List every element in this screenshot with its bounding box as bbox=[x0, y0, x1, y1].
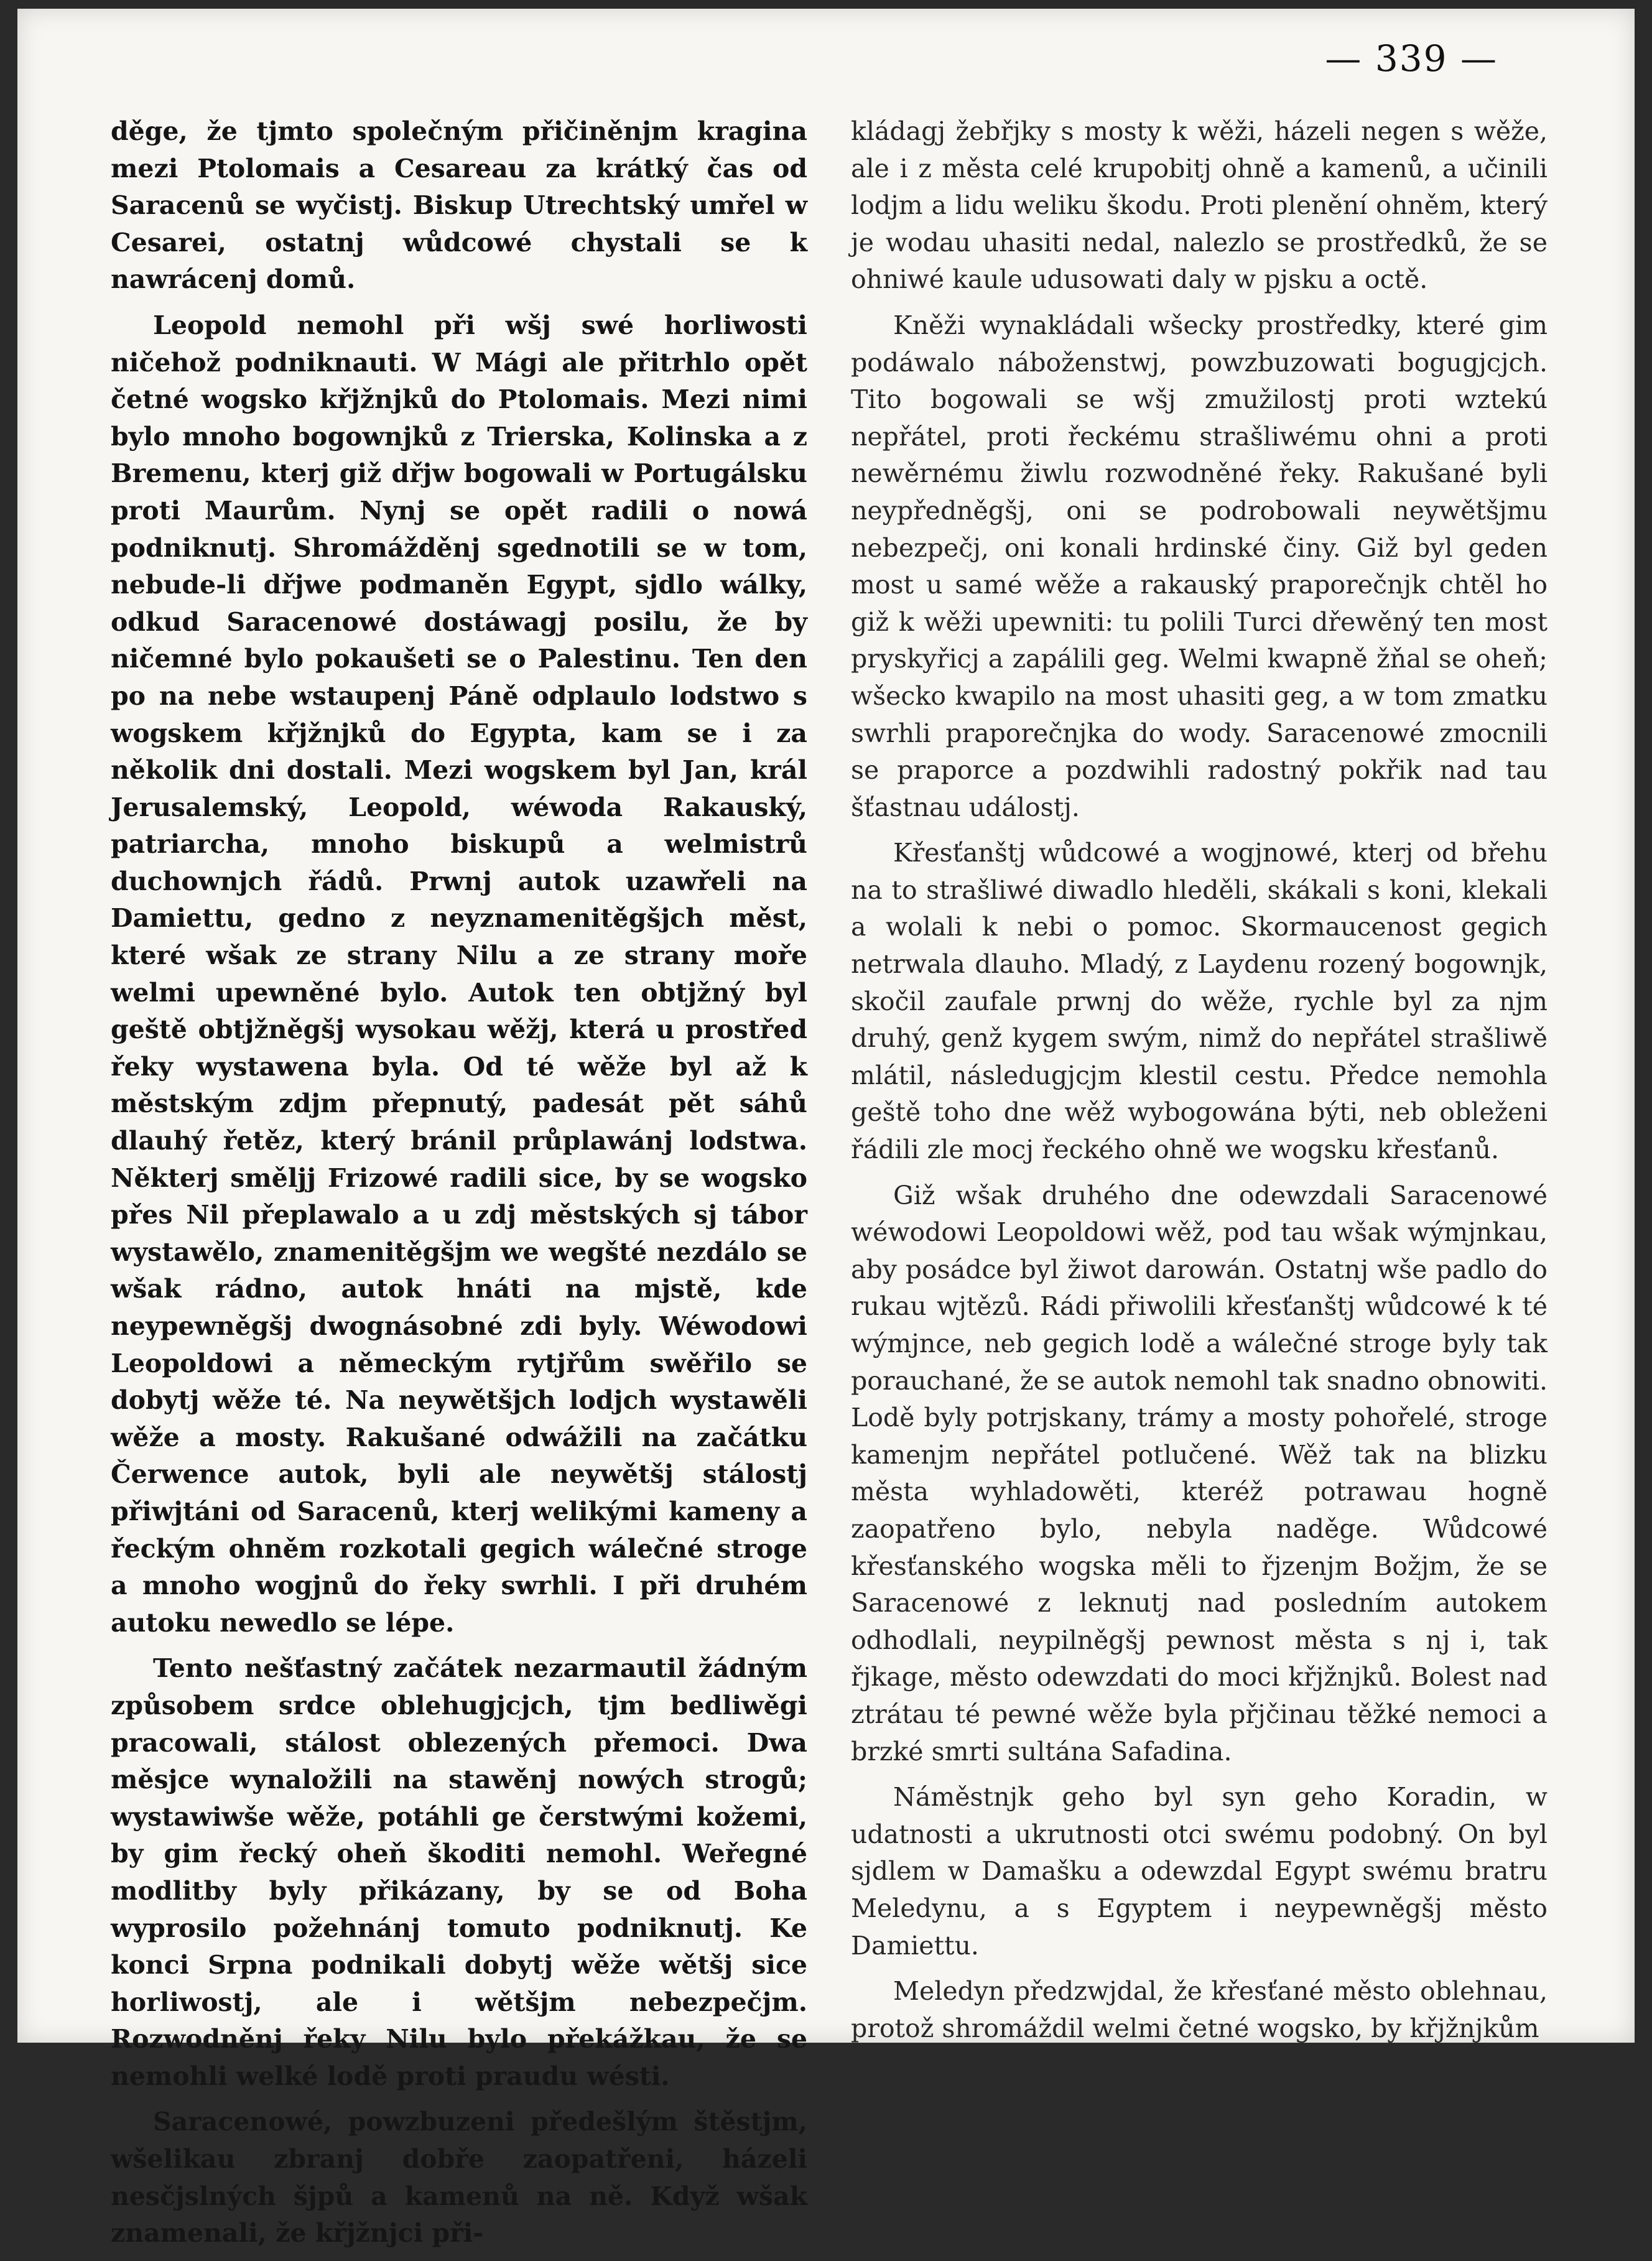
paragraph: kládagj žebřjky s mosty k wěži, házeli negen s wěže, ale i z města celé krupobitj ohně a kamenů, a učinili lodjm a lidu weliku škodu. Proti plenění ohněm, který je wodau uhasiti nedal, nalezlo se prostředků, že se ohniwé kaule udusowati daly w pjsku a octě. bbox=[851, 116, 1548, 295]
paragraph: Meledyn předzwjdal, že křesťané město oblehnau, protož shromáždil welmi četné wogsko, by křjžnjkům bbox=[851, 1976, 1548, 2043]
paragraph: Saracenowé, powzbuzeni předešlým štěstjm, wšelikau zbranj dobře zaopatřeni, házeli nesčjslných šjpů a kamenů na ně. Když wšak znamenali, že křjžnjci při- bbox=[111, 2107, 807, 2249]
left-column bbox=[111, 113, 807, 2261]
paragraph: Leopold nemohl při wšj swé horliwosti ničehož podniknauti. W Mági ale přitrhlo opět četné wogsko křjžnjků do Ptolomais. Mezi nimi bylo mnoho bogownjků z Trierska, Kolinska a z Bremenu, kterj giž dřjw bogowali w Portugálsku proti Maurům. Nynj se opět radili o nowá podniknutj. Shromážděnj sgednotili se w tom, nebude-li dřjwe podmaněn Egypt, sjdlo wálky, odkud Saracenowé dostáwagj posilu, že by ničemné bylo pokaušeti se o Palestinu. Ten den po na nebe wstaupenj Páně odplaulo lodstwo s wogskem křjžnjků do Egypta, kam se i za několik dni dostali. Mezi wogskem byl Jan, král Jerusalemský, Leopold, wéwoda Rakauský, patriarcha, mnoho biskupů a welmistrů duchownjch řádů. Prwnj autok uzawřeli na Damiettu, gedno z neyznamenitěgšjch měst, které wšak ze strany Nilu a ze strany moře welmi upewněné bylo. Autok ten obtjžný byl geště obtjžněgšj wysokau wěžj, která u prostřed řeky wystawena byla. Od té wěže byl až k městským zdjm přepnutý, padesát pět sáhů dlauhý řetěz, který bránil průplawánj lodstwa. Některj směljj Frizowé radili sice, by se wogsko přes Nil přeplawalo a u zdj městských sj tábor wystawělo, znamenitěgšjm we wegšté nezdálo se wšak rádno, autok hnáti na mjstě, kde neypewněgšj dwognásobné zdi byly. Wéwodowi Leopoldowi a německým rytjřům swěřilo se dobytj wěže té. Na neywětšjch lodjch wystawěli wěže a mosty. Rakušané odwážili na začátku Čerwence autok, byli ale neywětšj stálostj přiwjtáni od Saracenů, kterj welikými kameny a řeckým ohněm rozkotali gegich wálečné stroge a mnoho wogjnů do řeky swrhli. I při druhém autoku newedlo se lépe. bbox=[111, 310, 807, 1638]
paragraph: Křesťanštj wůdcowé a wogjnowé, kterj od břehu na to strašliwé diwadlo hleděli, skákali s koni, klekali a wolali k nebi o pomoc. Skormaucenost gegich netrwala dlauho. Mladý, z Laydenu rozený bogownjk, skočil zaufale prwnj do wěže, rychle byl za njm druhý, genž kygem swým, nimž do nepřátel strašliwě mlátil, následugjcjm klestil cestu. Předce nemohla geště toho dne wěž wybogowána býti, neb obleženi řádili zle mocj řeckého ohně we wogsku křesťanů. bbox=[851, 838, 1548, 1165]
page-number: — 339 — bbox=[1325, 37, 1498, 80]
paragraph: děge, že tjmto společným přičiněnjm kragina mezi Ptolomais a Cesareau za krátký čas od Saracenů se wyčistj. Biskup Utrechtský umřel w Cesarei, ostatnj wůdcowé chystali se k nawrácenj domů. bbox=[111, 116, 807, 295]
paragraph: Kněži wynakládali wšecky prostředky, které gim podáwalo náboženstwj, powzbuzowati bogugjcjch. Tito bogowali se wšj zmužilostj proti wztekú nepřátel, proti řeckému strašliwému ohni a proti newěrnému žiwlu rozwodněné řeky. Rakušané byli neypředněgšj, oni se podrobowali neywětšjmu nebezpečj, oni konali hrdinské činy. Giž byl geden most u samé wěže a rakauský praporečnjk chtěl ho giž k wěži upewniti: tu polili Turci dřewěný ten most pryskyřicj a zapálili geg. Welmi kwapně žňal se oheň; wšecko kwapilo na most uhasiti geg, a w tom zmatku swrhli praporečnjka do wody. Saracenowé zmocnili se praporce a pozdwihli radostný pokřik nad tau šťastnau událostj. bbox=[851, 310, 1548, 822]
paragraph: Náměstnjk geho byl syn geho Koradin, w udatnosti a ukrutnosti otci swému podobný. On byl sjdlem w Damašku a odewzdal Egypt swému bratru Meledynu, a s Egyptem i neypewněgšj město Damiettu. bbox=[851, 1782, 1548, 1961]
book-page bbox=[17, 9, 1635, 2249]
paragraph: Tento nešťastný začátek nezarmautil žádným způsobem srdce oblehugjcjch, tjm bedliwěgi pracowali, stálost oblezených přemoci. Dwa měsjce wynaložili na stawěnj nowých strogů; wystawiwše wěže, potáhli ge čerstwými kožemi, by gim řecký oheň škoditi nemohl. Weřegné modlitby byly přikázany, by se od Boha wyprosilo požehnánj tomuto podniknutj. Ke konci Srpna podnikali dobytj wěže wětšj sice horliwostj, ale i wětšjm nebezpečjm. Rozwodněnj řeky Nilu bylo překážkau, že se nemohli welké lodě proti praudu wésti. bbox=[111, 1653, 807, 2091]
right-column bbox=[851, 113, 1548, 2056]
paragraph: Giž wšak druhého dne odewzdali Saracenowé wéwodowi Leopoldowi wěž, pod tau wšak wýmjnkau, aby posádce byl žiwot darowán. Ostatnj wše padlo do rukau wjtězů. Rádi přiwolili křesťanštj wůdcowé k té wýmjnce, neb gegich lodě a wálečné stroge byly tak porauchané, že se autok nemohl tak snadno obnowiti. Lodě byly potrjskany, trámy a mosty pohořelé, stroge kamenjm nepřátel potlučené. Wěž tak na blizku města wyhladowěti, kteréž potrawau hogně zaopatřeno bylo, nebyla naděge. Wůdcowé křesťanského wogska měli to řjzenjm Božjm, že se Saracenowé z leknutj nad posledním autokem odhodlali, neypilněgšj pewnost města s nj i, tak řjkage, město odewzdati do moci křjžnjků. Bolest nad ztrátau té pewné wěže byla přjčinau těžké nemoci a brzké smrti sultána Safadina. bbox=[851, 1180, 1548, 1767]
